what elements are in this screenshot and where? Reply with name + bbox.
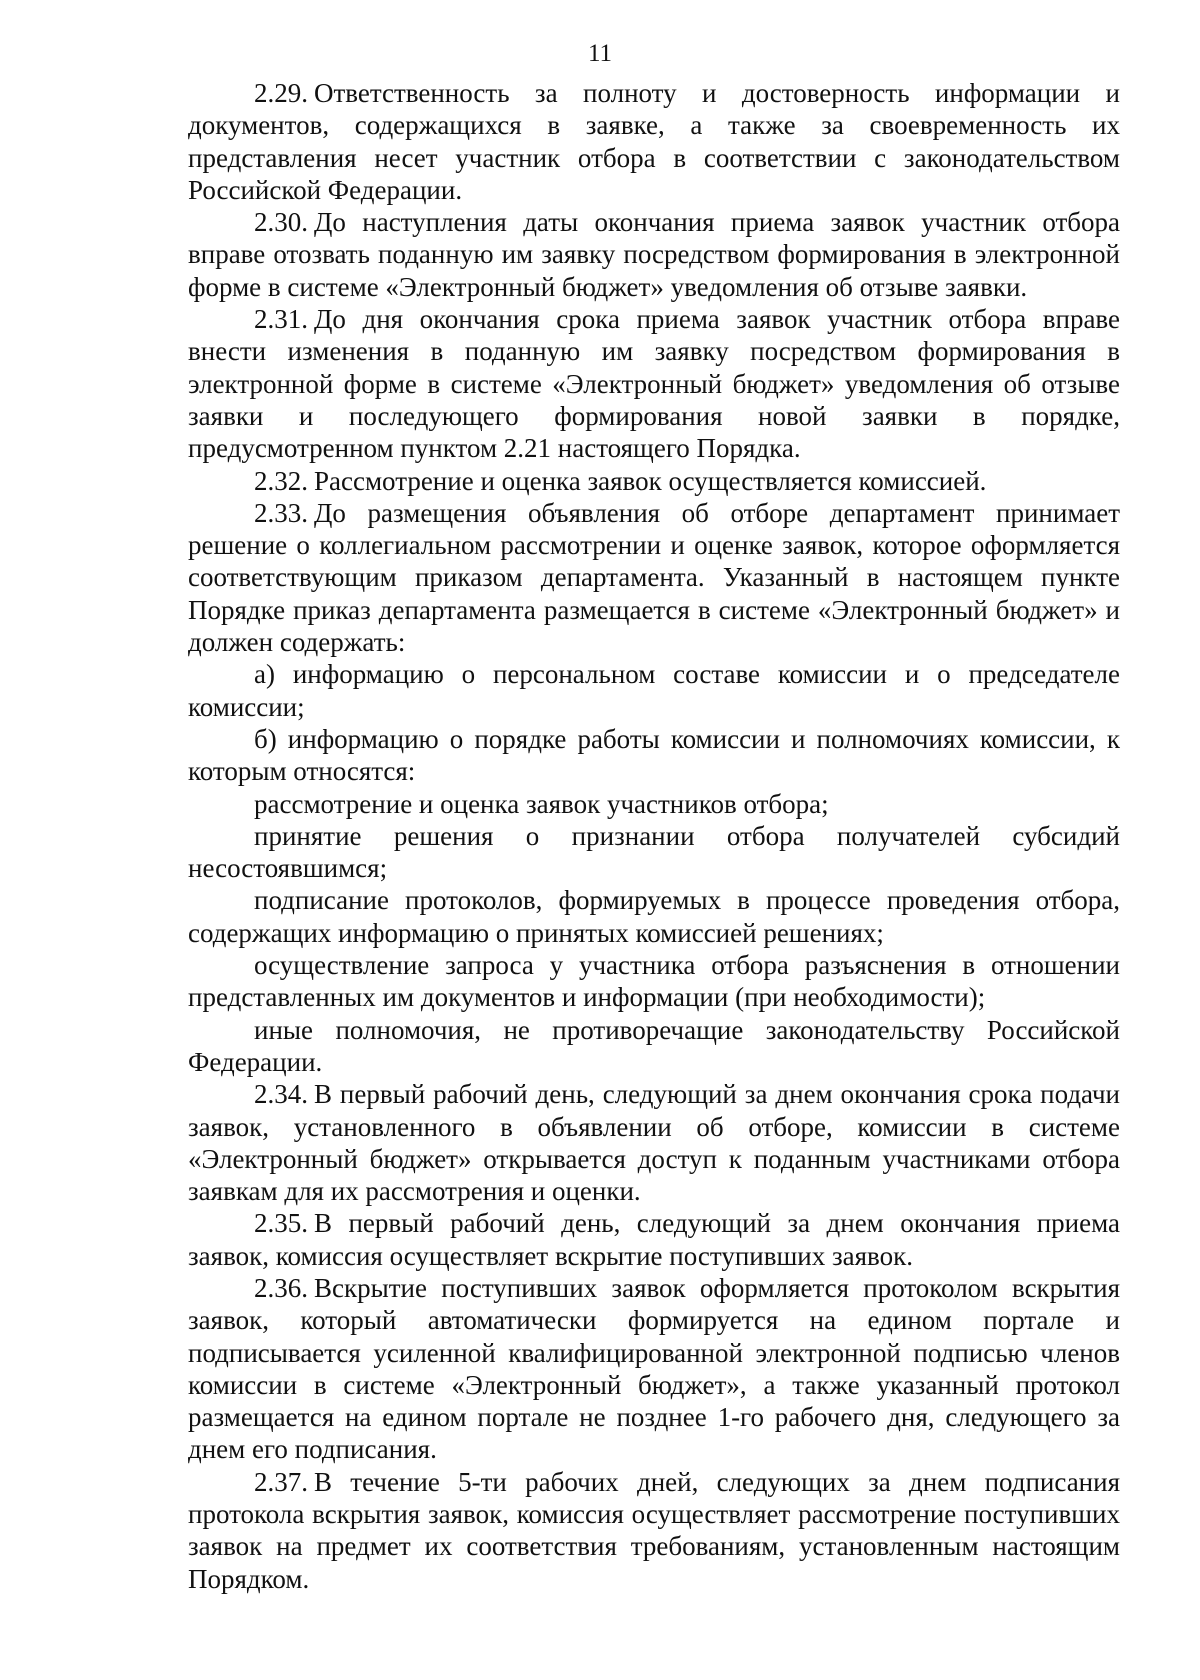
paragraph-text: В течение 5-ти рабочих дней, следующих за днем подписания протокола вскрытия заявок, комиссия осуществляет рассмотрение поступивших заявок на предмет их соответствия требованиям, установленным настоящим Порядком.: [188, 1466, 1120, 1594]
powers-item: [188, 1014, 1120, 1079]
paragraph-2-30: [188, 206, 1120, 303]
paragraph-number: 2.32.: [254, 465, 308, 496]
page-number: 11: [587, 40, 613, 67]
paragraph-number: 2.36.: [254, 1272, 308, 1303]
list-item-a: [188, 658, 1120, 723]
paragraph-text: подписание протоколов, формируемых в процессе проведения отбора, содержащих информацию о принятых комиссией решениях;: [188, 885, 1120, 948]
paragraph-text: б) информацию о порядке работы комиссии и полномочиях комиссии, к которым относятся:: [188, 723, 1120, 787]
paragraph-number: 2.30.: [254, 207, 308, 238]
paragraph-2-35: [188, 1207, 1120, 1272]
paragraph-text: До дня окончания срока приема заявок участник отбора вправе внести изменения в поданную им заявку посредством формирования в электронной форме в системе «Электронный бюджет» уведомления об отзыве заявки и последующего формирования новой заявки в порядке, предусмотренном пунктом 2.21 настоящего Порядка.: [188, 304, 1120, 464]
paragraph-number: 2.31.: [254, 304, 308, 335]
paragraph-text: В первый рабочий день, следующий за днем окончания срока подачи заявок, установленного в объявлении об отборе, комиссии в системе «Электронный бюджет» открывается доступ к поданным участниками отбора заявкам для их рассмотрения и оценки.: [188, 1079, 1120, 1207]
paragraph-number: 2.33.: [254, 497, 308, 528]
powers-item: [188, 884, 1120, 949]
list-item-b: [188, 723, 1120, 788]
paragraph-text: До размещения объявления об отборе департамент принимает решение о коллегиальном рассмотрении и оценке заявок, которое оформляется соответствующим приказом департамента. Указанный в настоящем пункте Порядке приказ департамента размещается в системе «Электронный бюджет» и должен содержать:: [188, 497, 1120, 658]
paragraph-text: осуществление запроса у участника отбора разъяснения в отношении представленных им документов и информации (при необходимости);: [188, 950, 1120, 1013]
paragraph-text: До наступления даты окончания приема заявок участник отбора вправе отозвать поданную им заявку посредством формирования в электронной форме в системе «Электронный бюджет» уведомления об отзыве заявки.: [188, 207, 1120, 302]
paragraph-2-32: [188, 465, 1120, 497]
paragraph-2-36: [188, 1272, 1120, 1466]
powers-item: [188, 788, 1120, 820]
document-body: [188, 77, 1120, 1595]
paragraph-2-37: [188, 1466, 1120, 1595]
paragraph-text: а) информацию о персональном составе комиссии и о председателе комиссии;: [188, 659, 1120, 722]
paragraph-text: В первый рабочий день, следующий за днем окончания приема заявок, комиссия осуществляет вскрытие поступивших заявок.: [188, 1208, 1120, 1271]
paragraph-text: Рассмотрение и оценка заявок осуществляется комиссией.: [314, 465, 987, 496]
paragraph-number: 2.29.: [254, 78, 308, 108]
paragraph-text: иные полномочия, не противоречащие законодательству Российской Федерации.: [188, 1014, 1120, 1077]
paragraph-text: принятие решения о признании отбора получателей субсидий несостоявшимся;: [188, 820, 1120, 884]
powers-item: [188, 949, 1120, 1014]
paragraph-2-29: [188, 77, 1120, 206]
paragraph-number: 2.35.: [254, 1208, 308, 1239]
paragraph-2-33: [188, 497, 1120, 658]
paragraph-number: 2.34.: [254, 1079, 308, 1110]
paragraph-2-31: [188, 303, 1120, 464]
paragraph-text: рассмотрение и оценка заявок участников отбора;: [254, 788, 829, 819]
paragraph-number: 2.37.: [254, 1466, 308, 1497]
powers-item: [188, 820, 1120, 885]
paragraph-text: Вскрытие поступивших заявок оформляется протоколом вскрытия заявок, который автоматически формируется на едином портале и подписывается усиленной квалифицированной электронной подписью членов комиссии в системе «Электронный бюджет», а также указанный протокол размещается на едином портале не позднее 1-го рабочего дня, следующего за днем его подписания.: [188, 1272, 1120, 1465]
paragraph-text: Ответственность за полноту и достоверность информации и документов, содержащихся в заявке, а также за своевременность их представления несет участник отбора в соответствии с законодательством Российской Федерации.: [188, 78, 1120, 205]
paragraph-2-34: [188, 1078, 1120, 1207]
